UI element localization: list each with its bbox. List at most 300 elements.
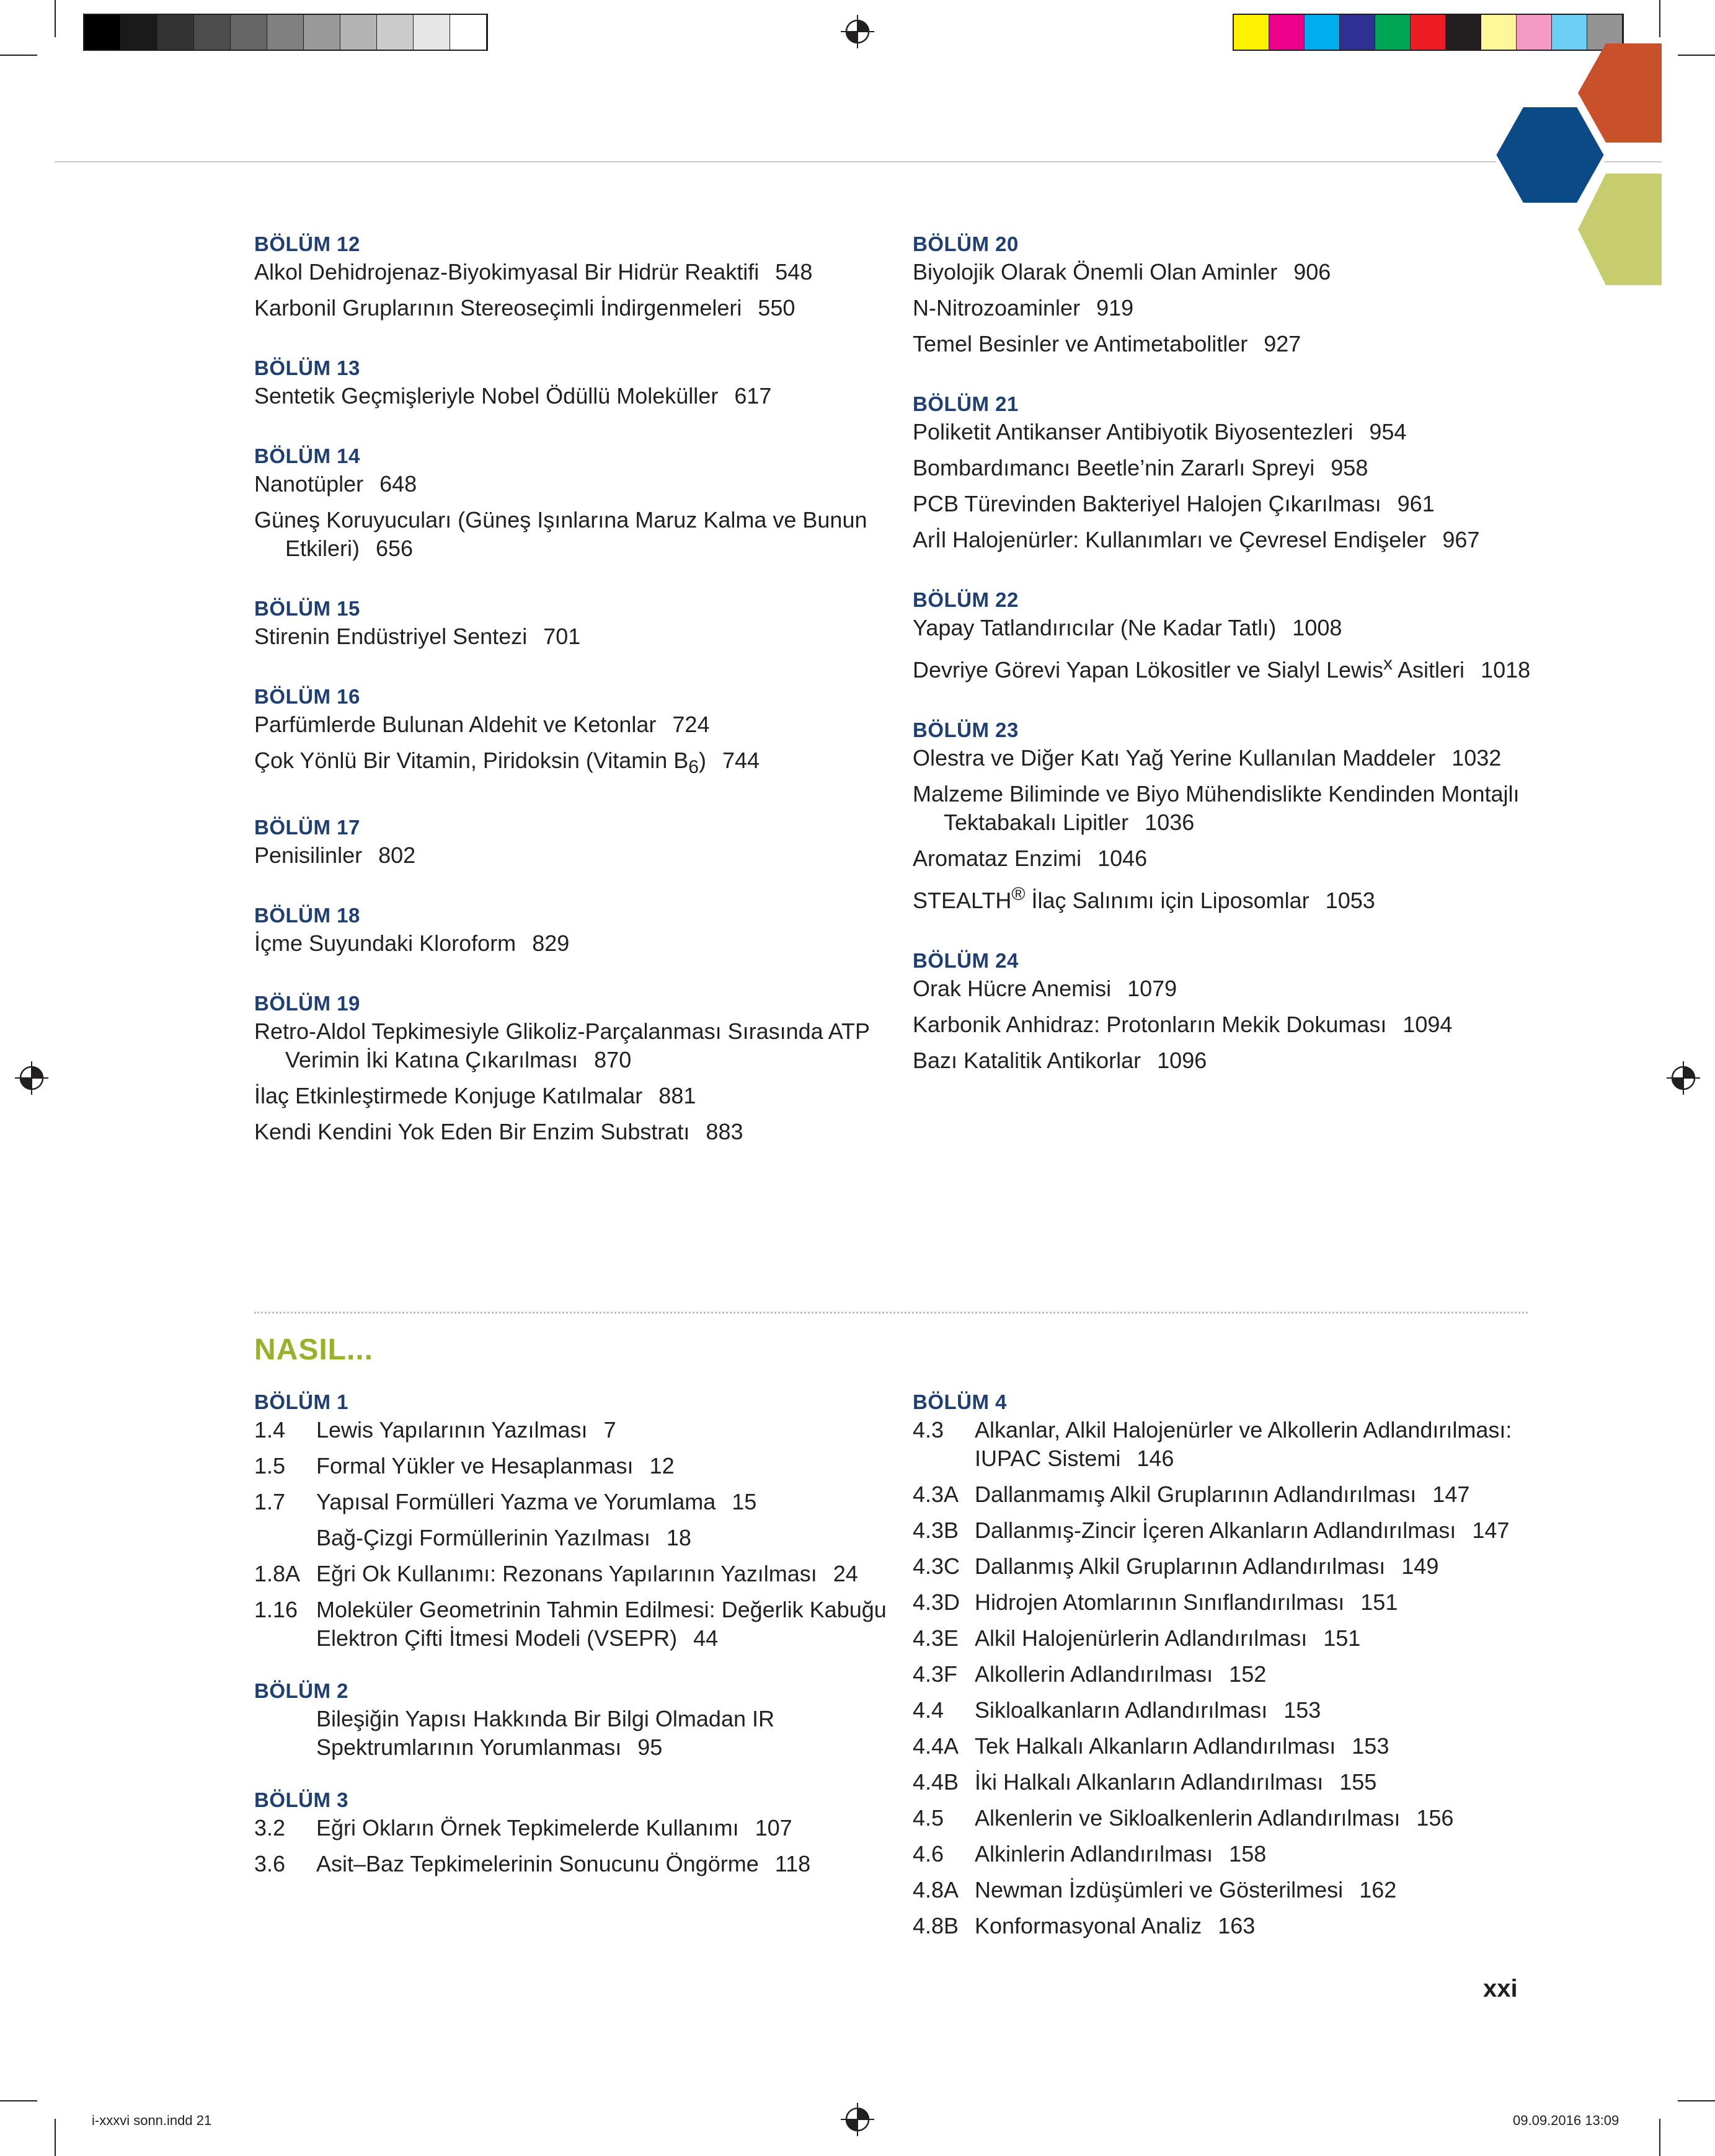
entry-gap	[913, 1796, 1533, 1804]
entry-gap	[913, 518, 1545, 526]
entry-gap	[913, 1075, 1545, 1082]
toc-entry-page: 617	[734, 383, 772, 409]
entry-gap	[254, 1480, 887, 1488]
howto-entry	[254, 1850, 887, 1878]
toc-entry-title: Arİl Halojenürler: Kullanımları ve Çevresel Endişeler	[913, 527, 1427, 552]
section-divider	[254, 1312, 1528, 1314]
toc-entry-title: PCB Türevinden Bakteriyel Halojen Çıkarılması	[913, 491, 1381, 516]
entry-gap	[254, 1552, 887, 1560]
chapter-heading: BÖLÜM 12	[254, 232, 360, 255]
color-swatch	[1305, 15, 1340, 50]
crop-mark	[1678, 55, 1715, 56]
toc-entry-page: 1094	[1403, 1012, 1453, 1037]
entry-gap	[254, 1074, 887, 1082]
toc-entry-page: 967	[1442, 527, 1480, 552]
entry-gap	[913, 1940, 1533, 1948]
entry-gap	[913, 1581, 1533, 1588]
toc-entry	[913, 526, 1545, 554]
toc-entry-page: 802	[378, 842, 416, 868]
howto-section-number: 4.4B	[913, 1769, 959, 1795]
howto-entry-title: Alkinlerin Adlandırılması	[975, 1841, 1213, 1867]
entry-gap	[913, 915, 1545, 922]
entry-gap	[913, 684, 1545, 692]
toc-entry-title: Parfümlerde Bulunan Aldehit ve Ketonlar	[254, 712, 657, 737]
howto-entry-text	[975, 1840, 1533, 1868]
footer-timestamp: 09.09.2016 13:09	[1513, 2113, 1620, 2128]
howto-entry	[913, 1624, 1533, 1653]
howto-left-column	[254, 1389, 887, 1886]
section-gap	[254, 1769, 887, 1787]
section-gap	[254, 877, 887, 902]
toc-entry-title: İlaç Etkinleştirmede Konjuge Katılmalar	[254, 1083, 643, 1109]
toc-entry-title: Poliketit Antikanser Antibiyotik Biyosentezleri	[913, 419, 1354, 444]
howto-entry	[254, 1705, 887, 1762]
toc-entry-title: Karbonil Gruplarının Stereoseçimli İndirgenmeleri	[254, 295, 742, 320]
howto-entry-text	[975, 1480, 1533, 1509]
entry-gap	[913, 772, 1545, 780]
entry-gap	[254, 410, 887, 418]
toc-entry-page: 1008	[1292, 615, 1342, 640]
toc-entry-title: Sentetik Geçmişleriyle Nobel Ödüllü Moleküller	[254, 383, 719, 409]
gray-swatch	[194, 15, 231, 50]
howto-entry-page: 147	[1472, 1518, 1510, 1543]
entry-gap	[913, 873, 1545, 880]
entry-gap	[913, 1545, 1533, 1552]
gray-swatch	[157, 15, 194, 50]
howto-entry-page: 118	[774, 1851, 811, 1876]
toc-entry-title: Stirenin Endüstriyel Sentezi	[254, 624, 528, 649]
howto-entry-title: Lewis Yapılarının Yazılması	[316, 1417, 588, 1442]
howto-section-number: 4.3	[913, 1417, 944, 1442]
howto-entry-page: 152	[1229, 1661, 1267, 1687]
howto-section-number: 4.3B	[913, 1518, 959, 1543]
color-swatch	[1340, 15, 1375, 50]
toc-entry	[913, 974, 1545, 1003]
howto-section-number: 1.8A	[254, 1561, 301, 1586]
howto-entry-page: 12	[649, 1453, 675, 1478]
entry-gap	[913, 482, 1545, 490]
howto-entry-text	[975, 1876, 1533, 1904]
howto-entry-page: 155	[1339, 1769, 1377, 1795]
howto-section-number: 4.8A	[913, 1877, 959, 1902]
howto-entry	[254, 1814, 887, 1842]
toc-entry-title: Bombardımancı Beetle’nin Zararlı Spreyi	[913, 455, 1315, 480]
howto-section-number	[254, 1524, 316, 1552]
toc-entry	[913, 330, 1545, 358]
entry-gap	[913, 1761, 1533, 1768]
entry-gap	[913, 1904, 1533, 1912]
howto-entry	[913, 1660, 1533, 1689]
toc-entry	[254, 1082, 887, 1110]
howto-entry-text	[316, 1488, 887, 1516]
toc-entry-page: 1018	[1481, 657, 1531, 683]
toc-entry-title: Karbonik Anhidraz: Protonların Mekik Dokuması	[913, 1012, 1387, 1037]
gray-swatch	[414, 15, 450, 50]
color-swatch	[1234, 15, 1269, 50]
section-gap	[254, 330, 887, 355]
chapter-heading: BÖLÜM 13	[254, 356, 360, 379]
howto-entry-text	[316, 1560, 887, 1588]
entry-gap	[913, 554, 1545, 562]
entry-gap	[254, 651, 887, 658]
howto-entry-text	[975, 1516, 1533, 1545]
toc-entry-page: 656	[376, 536, 414, 561]
howto-section-number: 4.4A	[913, 1733, 959, 1759]
feature-list-right-column	[913, 231, 1545, 1082]
toc-entry-title: Kendi Kendini Yok Eden Bir Enzim Substratı	[254, 1119, 690, 1145]
gray-swatch	[84, 15, 121, 50]
howto-entry-text	[975, 1660, 1533, 1689]
howto-entry-title: Alkil Halojenürlerin Adlandırılması	[975, 1625, 1308, 1651]
chapter-heading: BÖLÜM 18	[254, 904, 360, 927]
howto-section-number: 4.5	[913, 1805, 944, 1831]
entry-gap	[913, 286, 1545, 294]
toc-entry	[913, 614, 1545, 642]
toc-entry-title: Yapay Tatlandırıcılar (Ne Kadar Tatlı)	[913, 615, 1277, 640]
toc-entry	[913, 650, 1545, 684]
toc-entry-page: 1096	[1157, 1048, 1207, 1073]
section-gap	[254, 658, 887, 683]
chapter-heading: BÖLÜM 16	[254, 685, 360, 708]
howto-entry-page: 149	[1401, 1553, 1439, 1579]
howto-section-number: 4.3C	[913, 1553, 960, 1579]
howto-entry-text	[975, 1804, 1533, 1832]
entry-gap	[254, 1842, 887, 1850]
gray-swatch	[231, 15, 267, 50]
howto-entry-title: Hidrojen Atomlarının Sınıflandırılması	[975, 1589, 1345, 1615]
toc-entry-page: 648	[379, 471, 417, 497]
howto-entry-title: Sikloalkanların Adlandırılması	[975, 1697, 1268, 1723]
toc-entry	[913, 1046, 1545, 1075]
section-gap	[913, 366, 1545, 391]
toc-entry	[913, 780, 1545, 837]
crop-mark	[1678, 2100, 1715, 2101]
howto-entry	[913, 1588, 1533, 1617]
toc-entry	[254, 622, 887, 651]
toc-entry	[254, 841, 887, 870]
howto-entry-text	[975, 1624, 1533, 1653]
toc-entry	[913, 744, 1545, 772]
toc-entry	[254, 929, 887, 958]
howto-entry-page: 18	[666, 1525, 691, 1550]
superscript: x	[1383, 653, 1393, 674]
toc-entry-title: Çok Yönlü Bir Vitamin, Piridoksin (Vitamin B	[254, 748, 689, 773]
entry-gap	[913, 446, 1545, 454]
toc-entry	[254, 710, 887, 739]
toc-entry	[913, 844, 1545, 873]
entry-gap	[254, 1516, 887, 1524]
howto-entry-page: 158	[1229, 1841, 1267, 1867]
chapter-heading: BÖLÜM 22	[913, 588, 1019, 611]
entry-gap	[913, 1832, 1533, 1840]
entry-gap	[254, 1878, 887, 1886]
toc-entry	[254, 382, 887, 410]
entry-gap	[254, 563, 887, 570]
entry-gap	[913, 1473, 1533, 1480]
howto-entry-text	[316, 1524, 887, 1552]
entry-gap	[913, 1725, 1533, 1732]
toc-entry-page: 919	[1096, 295, 1134, 320]
toc-entry-title: Olestra ve Diğer Katı Yağ Yerine Kullanılan Maddeler	[913, 745, 1436, 771]
howto-section-number: 4.6	[913, 1841, 944, 1867]
howto-entry-text	[975, 1732, 1533, 1761]
chapter-heading: BÖLÜM 15	[254, 597, 360, 620]
section-gap	[254, 570, 887, 595]
chapter-heading: BÖLÜM 2	[254, 1679, 348, 1702]
chapter-heading: BÖLÜM 1	[254, 1390, 348, 1413]
howto-section-number	[254, 1705, 316, 1762]
entry-gap	[254, 498, 887, 506]
entry-gap	[254, 739, 887, 746]
howto-entry	[254, 1452, 887, 1480]
toc-entry-title: Retro-Aldol Tepkimesiyle Glikoliz-Parçalanması Sırasında ATP Verimin İki Katına Çıkarılması	[254, 1018, 870, 1073]
howto-entry-page: 151	[1323, 1625, 1361, 1651]
section-gap	[254, 789, 887, 814]
howto-entry	[913, 1804, 1533, 1832]
toc-entry-page: 1046	[1097, 846, 1148, 871]
howto-entry-text	[975, 1768, 1533, 1796]
crop-mark	[0, 2100, 37, 2101]
toc-entry	[254, 258, 887, 286]
entry-gap	[913, 1653, 1533, 1660]
crop-mark	[55, 0, 56, 37]
toc-entry	[254, 746, 887, 782]
howto-entry	[913, 1732, 1533, 1761]
chapter-heading: BÖLÜM 19	[254, 992, 360, 1015]
howto-entry-title: Dallanmamış Alkil Gruplarının Adlandırılması	[975, 1482, 1417, 1507]
toc-entry	[913, 880, 1545, 915]
color-swatch	[1375, 15, 1411, 50]
howto-entry	[913, 1840, 1533, 1868]
toc-entry-page: 701	[543, 624, 581, 649]
entry-gap	[913, 1617, 1533, 1624]
entry-gap	[913, 1003, 1545, 1010]
howto-entry-title: Alkanlar, Alkil Halojenürler ve Alkollerin Adlandırılması: IUPAC Sistemi	[975, 1417, 1512, 1471]
toc-entry-title: Malzeme Biliminde ve Biyo Mühendislikte Kendinden Montajlı Tektabakalı Lipitler	[913, 781, 1520, 835]
chapter-heading: BÖLÜM 23	[913, 718, 1019, 741]
howto-entry-text	[316, 1850, 887, 1878]
toc-entry-page: 927	[1264, 331, 1301, 356]
entry-gap	[254, 958, 887, 965]
registration-mark-icon	[1667, 1061, 1700, 1095]
gray-swatch	[304, 15, 340, 50]
howto-entry-title: Tek Halkalı Alkanların Adlandırılması	[975, 1733, 1336, 1759]
howto-entry-title: Alkenlerin ve Sikloalkenlerin Adlandırılması	[975, 1805, 1401, 1831]
howto-entry	[254, 1524, 887, 1552]
howto-entry	[913, 1912, 1533, 1940]
toc-entry	[913, 258, 1545, 286]
toc-entry-page: 1079	[1127, 976, 1177, 1001]
chapter-heading: BÖLÜM 24	[913, 949, 1019, 972]
section-gap	[254, 418, 887, 443]
howto-entry-title: Eğri Okların Örnek Tepkimelerde Kullanımı	[316, 1815, 739, 1840]
howto-entry-title: Bileşiğin Yapısı Hakkında Bir Bilgi Olmadan IR Spektrumlarının Yorumlanması	[316, 1706, 775, 1760]
howto-entry-text	[316, 1416, 887, 1444]
howto-entry	[254, 1560, 887, 1588]
howto-entry-text	[975, 1552, 1533, 1581]
toc-entry-title: Penisilinler	[254, 842, 363, 868]
color-swatch	[1411, 15, 1446, 50]
section-gap	[913, 922, 1545, 947]
color-swatch	[1269, 15, 1305, 50]
toc-entry-title: Temel Besinler ve Antimetabolitler	[913, 331, 1248, 356]
chapter-heading: BÖLÜM 17	[254, 816, 360, 839]
howto-entry-title: Asit–Baz Tepkimelerinin Sonucunu Öngörme	[316, 1851, 759, 1876]
howto-entry-title: Dallanmış-Zincir İçeren Alkanların Adlandırılması	[975, 1518, 1456, 1543]
howto-entry-text	[975, 1416, 1533, 1473]
toc-entry	[913, 1010, 1545, 1039]
howto-entry	[254, 1596, 887, 1653]
toc-entry-title-cont: )	[698, 748, 706, 773]
crop-mark	[1659, 0, 1660, 37]
howto-entry-title: Yapısal Formülleri Yazma ve Yorumlama	[316, 1489, 716, 1514]
howto-section-number: 4.3A	[913, 1482, 959, 1507]
entry-gap	[913, 358, 1545, 366]
toc-entry	[254, 294, 887, 322]
toc-entry	[913, 490, 1545, 518]
toc-entry-title-cont: Asitleri	[1393, 657, 1465, 683]
howto-entry	[254, 1488, 887, 1516]
header-rule	[55, 161, 1662, 162]
toc-entry-title: Nanotüpler	[254, 471, 364, 497]
howto-entry	[913, 1516, 1533, 1545]
toc-entry	[913, 454, 1545, 482]
howto-section-number: 3.2	[254, 1815, 286, 1840]
entry-gap	[254, 1588, 887, 1596]
howto-section-number: 4.3E	[913, 1625, 959, 1651]
howto-entry	[913, 1696, 1533, 1725]
gray-swatch	[121, 15, 157, 50]
toc-entry-page: 954	[1369, 419, 1407, 444]
howto-section-number: 4.3D	[913, 1589, 960, 1615]
gray-swatch	[377, 15, 414, 50]
crop-mark	[0, 55, 37, 56]
registration-mark-icon	[841, 2103, 874, 2136]
toc-entry-page: 829	[532, 930, 570, 957]
toc-entry-page: 550	[758, 295, 795, 320]
gray-swatch	[340, 15, 377, 50]
toc-entry-page: 881	[658, 1083, 696, 1109]
howto-entry	[254, 1416, 887, 1444]
toc-entry-title: Güneş Koruyucuları (Güneş Işınlarına Maruz Kalma ve Bunun Etkileri)	[254, 507, 867, 561]
toc-entry-title-cont: İlaç Salınımı için Liposomlar	[1025, 888, 1310, 913]
howto-entry-title: Formal Yükler ve Hesaplanması	[316, 1453, 634, 1478]
toc-entry-page: 1032	[1451, 745, 1502, 771]
howto-entry-title: Dallanmış Alkil Gruplarının Adlandırılması	[975, 1553, 1386, 1579]
entry-gap	[254, 322, 887, 330]
superscript: ®	[1011, 884, 1026, 904]
howto-section-number: 1.16	[254, 1597, 298, 1622]
entry-gap	[913, 1509, 1533, 1516]
toc-entry-title: Alkol Dehidrojenaz-Biyokimyasal Bir Hidrür Reaktifi	[254, 259, 760, 285]
howto-entry-page: 153	[1352, 1733, 1389, 1759]
howto-entry-text	[975, 1588, 1533, 1617]
entry-gap	[254, 1653, 887, 1660]
howto-entry-text	[975, 1912, 1533, 1940]
section-gap	[913, 692, 1545, 717]
chapter-heading: BÖLÜM 3	[254, 1788, 348, 1811]
howto-entry-page: 15	[732, 1489, 757, 1514]
toc-entry-title: İçme Suyundaki Kloroform	[254, 930, 516, 957]
feature-list-left-column	[254, 231, 887, 1154]
chapter-heading: BÖLÜM 20	[913, 232, 1019, 255]
entry-gap	[254, 1444, 887, 1452]
toc-entry-title: Aromataz Enzimi	[913, 846, 1082, 871]
toc-entry-page: 961	[1397, 491, 1435, 516]
toc-entry	[254, 506, 887, 563]
howto-entry-page: 107	[755, 1815, 792, 1840]
chapter-heading: BÖLÜM 4	[913, 1390, 1007, 1413]
toc-entry-page: 1036	[1145, 810, 1195, 835]
howto-entry-page: 151	[1360, 1589, 1398, 1615]
toc-entry-title: Orak Hücre Anemisi	[913, 976, 1112, 1001]
howto-entry-text	[316, 1596, 887, 1653]
toc-entry-title: STEALTH	[913, 888, 1012, 913]
crop-mark	[55, 2119, 56, 2156]
entry-gap	[913, 837, 1545, 844]
toc-entry-page: 906	[1293, 259, 1331, 285]
section-gap	[913, 562, 1545, 586]
howto-entry	[913, 1416, 1533, 1473]
howto-section-number: 1.5	[254, 1453, 286, 1478]
howto-entry-text	[316, 1705, 887, 1762]
howto-entry-title: Bağ-Çizgi Formüllerinin Yazılması	[316, 1525, 650, 1550]
crop-mark	[1659, 2119, 1660, 2156]
toc-entry-page: 744	[722, 748, 760, 773]
entry-gap	[913, 322, 1545, 330]
section-gap	[254, 965, 887, 990]
chapter-heading: BÖLÜM 14	[254, 444, 360, 467]
howto-entry	[913, 1480, 1533, 1509]
howto-entry-page: 146	[1137, 1446, 1174, 1471]
toc-entry	[913, 418, 1545, 446]
howto-entry-page: 162	[1359, 1877, 1397, 1902]
entry-gap	[254, 1110, 887, 1118]
howto-entry	[913, 1876, 1533, 1904]
grayscale-calibration-bar	[83, 14, 488, 51]
entry-gap	[913, 1689, 1533, 1696]
howto-entry-page: 95	[637, 1734, 663, 1760]
toc-entry-title: N-Nitrozoaminler	[913, 295, 1081, 320]
toc-entry-title: Bazı Katalitik Antikorlar	[913, 1048, 1141, 1073]
toc-entry-title: Biyolojik Olarak Önemli Olan Aminler	[913, 259, 1278, 285]
howto-section-title: NASIL...	[254, 1333, 374, 1366]
entry-gap	[254, 1762, 887, 1769]
chapter-heading: BÖLÜM 21	[913, 392, 1019, 415]
section-gap	[254, 1660, 887, 1677]
howto-entry	[913, 1768, 1533, 1796]
toc-entry	[254, 1118, 887, 1146]
toc-entry-page: 883	[706, 1119, 743, 1145]
footer-filename: i-xxxvi sonn.indd 21	[92, 2113, 212, 2128]
howto-entry-page: 147	[1432, 1482, 1470, 1507]
howto-section-number: 1.7	[254, 1489, 286, 1514]
gray-swatch	[450, 15, 487, 50]
registration-mark-icon	[841, 15, 874, 48]
howto-entry-page: 153	[1283, 1697, 1321, 1723]
howto-section-number: 3.6	[254, 1851, 286, 1876]
toc-entry-page: 870	[594, 1047, 632, 1073]
howto-entry-page: 24	[833, 1561, 858, 1586]
howto-entry-title: Eğri Ok Kullanımı: Rezonans Yapılarının Yazılması	[316, 1561, 817, 1586]
howto-section-number: 4.8B	[913, 1913, 959, 1938]
page-number: xxi	[1483, 1975, 1518, 2002]
howto-entry-page: 44	[693, 1625, 719, 1651]
howto-section-number: 4.4	[913, 1697, 944, 1723]
howto-entry-title: Konformasyonal Analiz	[975, 1913, 1202, 1938]
howto-right-column	[913, 1389, 1533, 1948]
howto-entry	[913, 1552, 1533, 1581]
